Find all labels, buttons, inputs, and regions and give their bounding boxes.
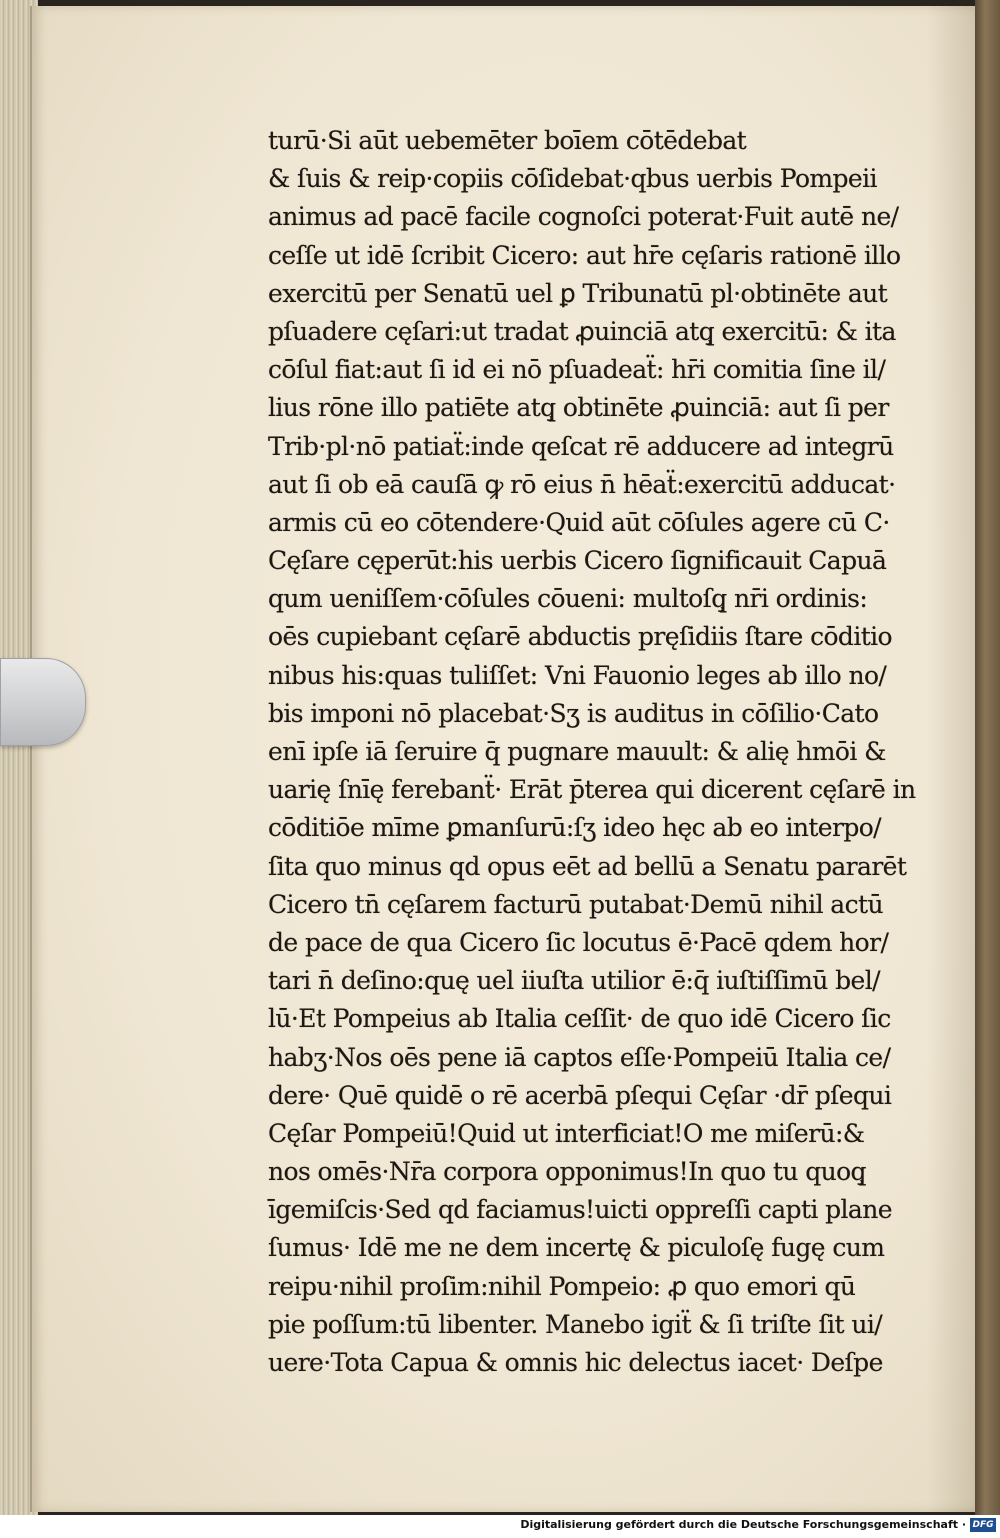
text-line: cōſul fiat:aut ſi id ei nō pſuadeaẗ: hr̄i comitia ſine il/	[268, 355, 886, 385]
text-line: Cęſar Pompeiū!Quid ut interficiat!O me miſerū:&	[268, 1118, 865, 1148]
text-line: tari n̄ deſino:quę uel iiuſta utilior ē:q̄ iuſtiſſimū bel/	[268, 966, 880, 996]
text-line: reipu·nihil proſim:nihil Pompeio: ꝓ quo emori qū	[268, 1271, 856, 1301]
text-line: bis imponi nō placebat·Sʒ is auditus in cōſilio·Cato	[268, 698, 879, 728]
text-line: nibus his:quas tuliſſet: Vni Fauonio leges ab illo no/	[268, 660, 887, 690]
text-line: Cicero tn̄ cęſarem facturū putabat·Demū nihil actū	[268, 889, 883, 919]
text-line: nos omēs·Nr̄a corpora opponimus!In quo tu quoq̧	[268, 1157, 866, 1187]
text-line: armis cū eo cōtendere·Quid aūt cōſules agere cū C·	[268, 507, 890, 537]
text-line: pſuadere cęſari:ut tradat ꝓuinciā atq̧ exercitū: & ita	[268, 316, 896, 346]
text-line: cōditiōe mīme ꝑmanſurū:ſʒ ideo hęc ab eo interpo/	[268, 813, 882, 843]
printed-text-block	[268, 122, 916, 1382]
text-line: Trib·pl·nō patiaẗ:inde qeſcat rē adducere ad integrū	[268, 431, 894, 461]
text-line: de pace de qua Cicero ſic locutus ē·Pacē qdem hor/	[268, 927, 889, 957]
text-line: exercitū per Senatū uel ꝑ Tribunatū pl·obtinēte aut	[268, 278, 888, 308]
funding-credit: Digitalisierung gefördert durch die Deutsche Forschungsgemeinschaft ·	[520, 1518, 966, 1531]
text-line: & ſuis & reip·copiis cōſidebat·qbus uerbis Pompeii	[268, 164, 877, 194]
text-line: īgemiſcis·Sed qd faciamus!uicti oppreſſi capti plane	[268, 1195, 892, 1225]
page-clip	[0, 658, 86, 746]
gutter-shadow	[927, 6, 977, 1512]
text-line: pie poſſum:tū libenter. Manebo igiẗ & ſi triſte ſit ui/	[268, 1309, 883, 1339]
text-line: Cęſare cęperūt:his uerbis Cicero ſignificauit Capuā	[268, 546, 887, 576]
text-line: aut ſi ob eā cauſā ꝙ rō eius n̄ hēaẗ:exercitū adducat·	[268, 469, 896, 499]
text-line: qum ueniſſem·cōſules cōueni: multoſq̧ nr̄i ordinis:	[268, 584, 868, 614]
book-cover-edge	[975, 0, 1000, 1515]
text-line: turū·Si aūt uebemēter boīem cōtēdebat	[268, 126, 747, 155]
text-line: uarię ſnīę ferebanẗ· Erāt p̄terea qui dicerent cęſarē in	[268, 775, 916, 805]
text-line: lius rōne illo patiēte atq̧ obtinēte ꝓuinciā: aut ſi per	[268, 393, 889, 423]
text-line: uere·Tota Capua & omnis hic delectus iacet· Deſpe	[268, 1348, 883, 1377]
text-line: enī ipſe iā ſeruire q̄ pugnare mauult: & alię hmōi &	[268, 737, 886, 766]
text-line: animus ad pacē facile cognoſci poterat·Fuit autē ne/	[268, 202, 899, 232]
text-line: ceſſe ut idē ſcribit Cicero: aut hr̄e cęſaris rationē illo	[268, 240, 901, 270]
text-line: ſumus· Idē me ne dem incertę & piculoſę fugę cum	[268, 1233, 885, 1263]
text-line: habʒ·Nos oēs pene iā captos eſſe·Pompeiū Italia ce/	[268, 1042, 891, 1072]
text-line: dere· Quē quidē o rē acerbā pſequi Cęſar ·dr̄ pſequi	[268, 1080, 892, 1110]
dfg-logo: DFG	[970, 1518, 996, 1532]
text-line: oēs cupiebant cęſarē abductis pręſidiis ſtare cōditio	[268, 622, 893, 652]
text-line: ſita quo minus qd opus eēt ad bellū a Senatu pararēt	[268, 851, 907, 881]
text-line: lū·Et Pompeius ab Italia ceſſit· de quo idē Cicero ſic	[268, 1004, 891, 1034]
